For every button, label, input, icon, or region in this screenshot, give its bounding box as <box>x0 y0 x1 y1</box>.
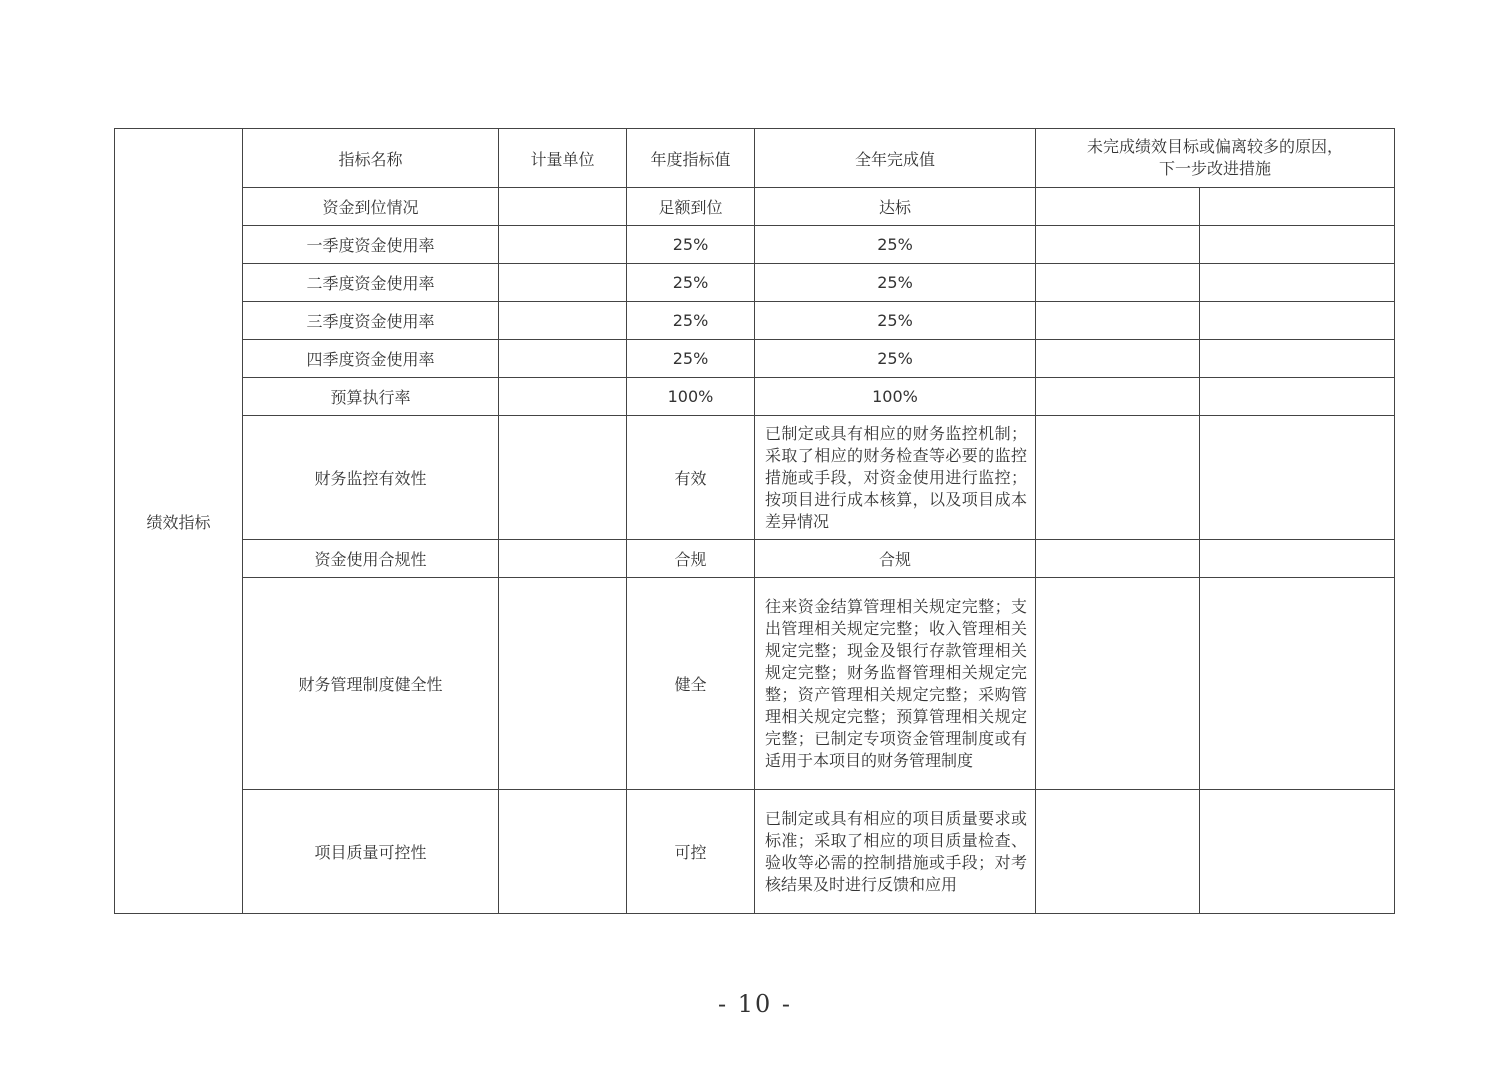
unit-cell <box>499 302 627 340</box>
table-row <box>115 578 1395 790</box>
table-row <box>115 188 1395 226</box>
table-row <box>115 540 1395 578</box>
header-reason-line2: 下一步改进措施 <box>1159 159 1272 178</box>
header-unit: 计量单位 <box>499 129 627 188</box>
reason-cell <box>1036 302 1200 340</box>
actual-cell: 合规 <box>755 540 1036 578</box>
indicator-name-cell: 财务管理制度健全性 <box>243 578 499 790</box>
actual-cell: 已制定或具有相应的财务监控机制；采取了相应的财务检查等必要的监控措施或手段，对资金使用进行监控；按项目进行成本核算，以及项目成本差异情况 <box>755 416 1036 540</box>
category-cell: 绩效指标 <box>115 129 243 914</box>
target-cell: 25% <box>627 226 755 264</box>
measure-cell <box>1200 790 1395 914</box>
header-reason-line1: 未完成绩效目标或偏离较多的原因， <box>1087 137 1344 156</box>
measure-cell <box>1200 416 1395 540</box>
actual-cell: 25% <box>755 302 1036 340</box>
actual-cell: 100% <box>755 378 1036 416</box>
unit-cell <box>499 540 627 578</box>
target-cell: 25% <box>627 302 755 340</box>
actual-cell: 已制定或具有相应的项目质量要求或标准；采取了相应的项目质量检查、验收等必需的控制措施或手段；对考核结果及时进行反馈和应用 <box>755 790 1036 914</box>
performance-indicator-table <box>114 128 1395 914</box>
measure-cell <box>1200 378 1395 416</box>
indicator-name-cell: 二季度资金使用率 <box>243 264 499 302</box>
reason-cell <box>1036 578 1200 790</box>
target-cell: 健全 <box>627 578 755 790</box>
header-indicator-name: 指标名称 <box>243 129 499 188</box>
target-cell: 有效 <box>627 416 755 540</box>
unit-cell <box>499 340 627 378</box>
indicator-name-cell: 财务监控有效性 <box>243 416 499 540</box>
measure-cell <box>1200 340 1395 378</box>
table-row <box>115 340 1395 378</box>
table-row <box>115 302 1395 340</box>
indicator-name-cell: 资金到位情况 <box>243 188 499 226</box>
unit-cell <box>499 188 627 226</box>
actual-cell: 25% <box>755 264 1036 302</box>
reason-cell <box>1036 790 1200 914</box>
target-cell: 100% <box>627 378 755 416</box>
actual-cell: 25% <box>755 340 1036 378</box>
target-cell: 合规 <box>627 540 755 578</box>
target-cell: 足额到位 <box>627 188 755 226</box>
reason-cell <box>1036 226 1200 264</box>
actual-cell: 往来资金结算管理相关规定完整；支出管理相关规定完整；收入管理相关规定完整；现金及银行存款管理相关规定完整；财务监督管理相关规定完整；资产管理相关规定完整；采购管理相关规定完整；预算管理相关规定完整；已制定专项资金管理制度或有适用于本项目的财务管理制度 <box>755 578 1036 790</box>
indicator-name-cell: 四季度资金使用率 <box>243 340 499 378</box>
measure-cell <box>1200 188 1395 226</box>
table-row <box>115 416 1395 540</box>
unit-cell <box>499 264 627 302</box>
reason-cell <box>1036 416 1200 540</box>
reason-cell <box>1036 340 1200 378</box>
unit-cell <box>499 790 627 914</box>
unit-cell <box>499 578 627 790</box>
unit-cell <box>499 416 627 540</box>
header-annual-target: 年度指标值 <box>627 129 755 188</box>
target-cell: 25% <box>627 264 755 302</box>
unit-cell <box>499 378 627 416</box>
header-actual-value: 全年完成值 <box>755 129 1036 188</box>
table-header-row <box>115 129 1395 188</box>
header-reason <box>1036 129 1395 188</box>
indicator-name-cell: 项目质量可控性 <box>243 790 499 914</box>
measure-cell <box>1200 302 1395 340</box>
page-number: - 10 - <box>717 990 792 1018</box>
reason-cell <box>1036 378 1200 416</box>
reason-cell <box>1036 188 1200 226</box>
target-cell: 可控 <box>627 790 755 914</box>
indicator-name-cell: 预算执行率 <box>243 378 499 416</box>
table-row <box>115 226 1395 264</box>
reason-cell <box>1036 540 1200 578</box>
target-cell: 25% <box>627 340 755 378</box>
measure-cell <box>1200 578 1395 790</box>
table-row <box>115 790 1395 914</box>
measure-cell <box>1200 540 1395 578</box>
table-row <box>115 378 1395 416</box>
indicator-name-cell: 资金使用合规性 <box>243 540 499 578</box>
indicator-name-cell: 一季度资金使用率 <box>243 226 499 264</box>
unit-cell <box>499 226 627 264</box>
table-row <box>115 264 1395 302</box>
measure-cell <box>1200 226 1395 264</box>
indicator-name-cell: 三季度资金使用率 <box>243 302 499 340</box>
reason-cell <box>1036 264 1200 302</box>
actual-cell: 25% <box>755 226 1036 264</box>
measure-cell <box>1200 264 1395 302</box>
actual-cell: 达标 <box>755 188 1036 226</box>
